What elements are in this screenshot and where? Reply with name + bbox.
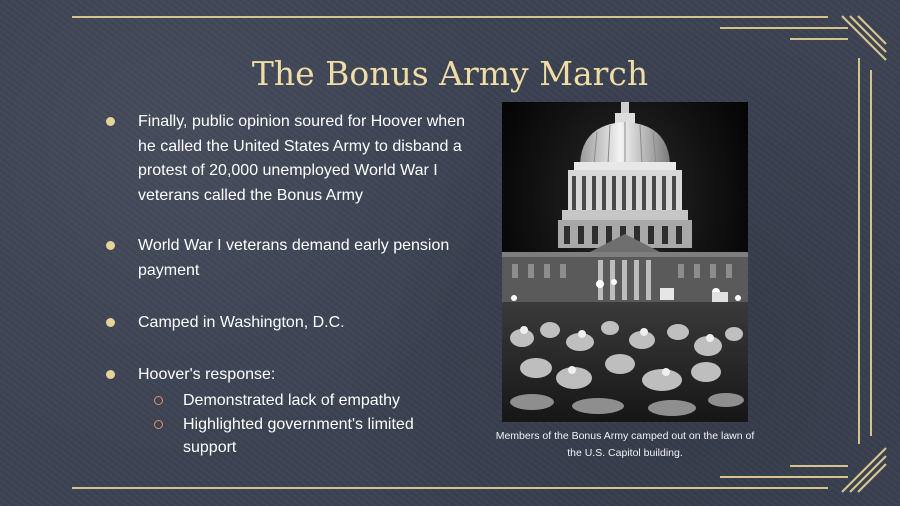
frame-line-right-2: [870, 70, 872, 436]
bullet-text: Hoover's response:: [138, 366, 276, 383]
bullet-dot-icon: [106, 318, 115, 327]
capitol-building-icon: [502, 102, 748, 422]
sub-bullet-ring-icon: [154, 396, 163, 405]
frame-line-top-right-1: [720, 27, 848, 29]
frame-line-top: [72, 16, 828, 18]
photo-caption: Members of the Bonus Army camped out on the lawn of the U.S. Capitol building.: [495, 430, 755, 459]
bullet-dot-icon: [106, 370, 115, 379]
sub-bullet-text: Highlighted government's limited support: [183, 416, 414, 456]
bullet-text: Finally, public opinion soured for Hoover when he called the United States Army to disband a protest of 20,000 unemployed World War I veterans called the Bonus Army: [138, 113, 465, 204]
sub-bullet-ring-icon: [154, 420, 163, 429]
bullet-dot-icon: [106, 117, 115, 126]
frame-line-bottom-right-2: [720, 476, 848, 478]
sub-bullet-text: Demonstrated lack of empathy: [183, 392, 400, 409]
frame-line-bottom: [72, 487, 828, 489]
frame-line-right-1: [858, 58, 860, 444]
slide-title: The Bonus Army March: [251, 54, 649, 93]
capitol-photo: [502, 102, 748, 422]
bullet-text: Camped in Washington, D.C.: [138, 314, 345, 331]
corner-ornament-bottom-right-icon: [836, 440, 892, 496]
bullet-text: World War I veterans demand early pension payment: [138, 237, 450, 279]
bullet-dot-icon: [106, 241, 115, 250]
